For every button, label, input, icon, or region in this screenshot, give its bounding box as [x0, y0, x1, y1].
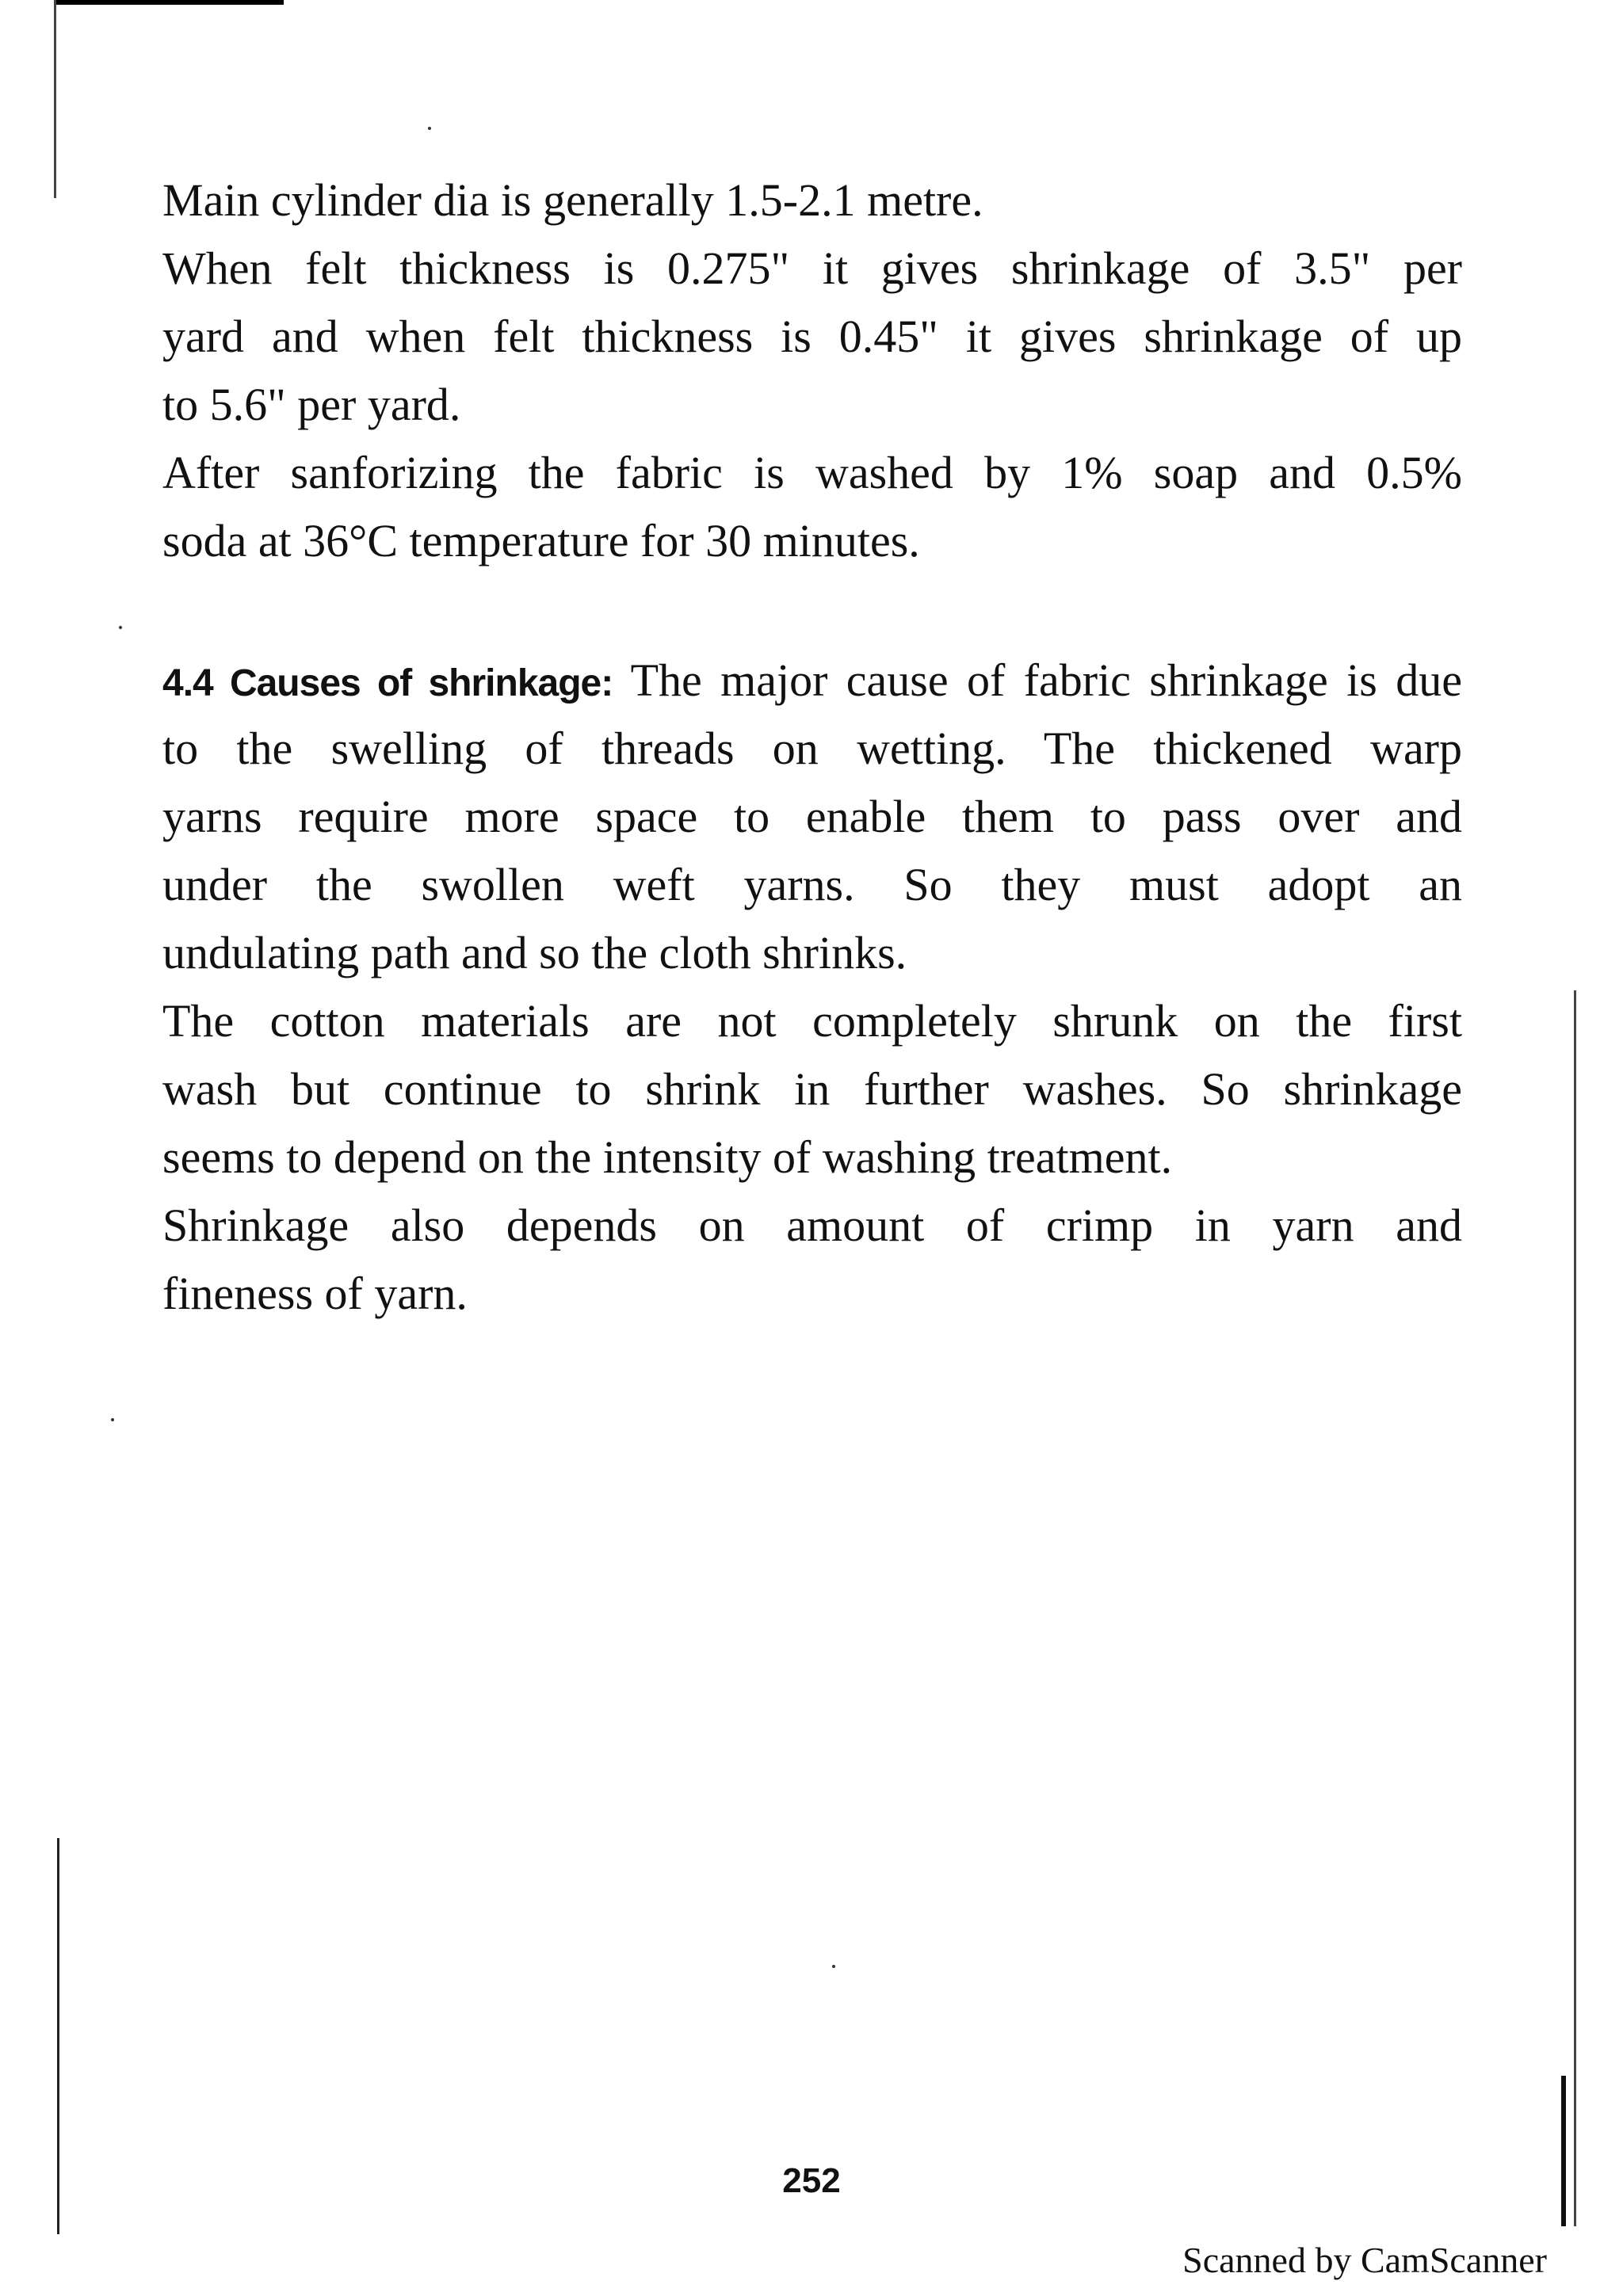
text-line: yarns require more space to enable them to pass over and — [162, 791, 1462, 842]
text-line: fineness of yarn. — [162, 1268, 468, 1319]
text-line: Shrinkage also depends on amount of crimp in yarn and — [162, 1199, 1462, 1251]
text-line: soda at 36°C temperature for 30 minutes. — [162, 515, 920, 566]
text-line: When felt thickness is 0.275" it gives shrinkage of 3.5" per — [162, 242, 1462, 294]
scan-edge-left-top — [54, 0, 56, 198]
scan-edge-top — [54, 0, 284, 5]
section-first-line — [162, 646, 1462, 715]
scanner-watermark: Scanned by CamScanner — [1182, 2240, 1547, 2280]
text-line: wash but continue to shrink in further washes. So shrinkage — [162, 1063, 1462, 1115]
text-line: under the swollen weft yarns. So they must adopt an — [162, 859, 1462, 910]
text-line: undulating path and so the cloth shrinks. — [162, 927, 907, 978]
text-line: to the swelling of threads on wetting. The thickened warp — [162, 723, 1462, 774]
text-line: Main cylinder dia is generally 1.5-2.1 metre. — [162, 174, 983, 226]
section-heading: 4.4 Causes of shrinkage: — [162, 662, 613, 704]
scan-speck — [832, 1965, 835, 1968]
scan-edge-right — [1574, 990, 1576, 2226]
scan-speck — [111, 1418, 114, 1421]
text-line: to 5.6" per yard. — [162, 379, 461, 430]
text-line: yard and when felt thickness is 0.45" it gives shrinkage of up — [162, 311, 1462, 362]
scan-speck — [428, 127, 431, 130]
text-line: seems to depend on the intensity of washing treatment. — [162, 1131, 1173, 1183]
text-span: The major cause of fabric shrinkage is due — [630, 654, 1463, 706]
scan-edge-right-thick — [1561, 2076, 1566, 2226]
text-line: The cotton materials are not completely shrunk on the first — [162, 995, 1462, 1047]
body-text — [162, 166, 1462, 1328]
text-line: After sanforizing the fabric is washed by 1% soap and 0.5% — [162, 447, 1462, 498]
scan-speck — [119, 626, 122, 629]
page-number: 252 — [782, 2161, 841, 2200]
